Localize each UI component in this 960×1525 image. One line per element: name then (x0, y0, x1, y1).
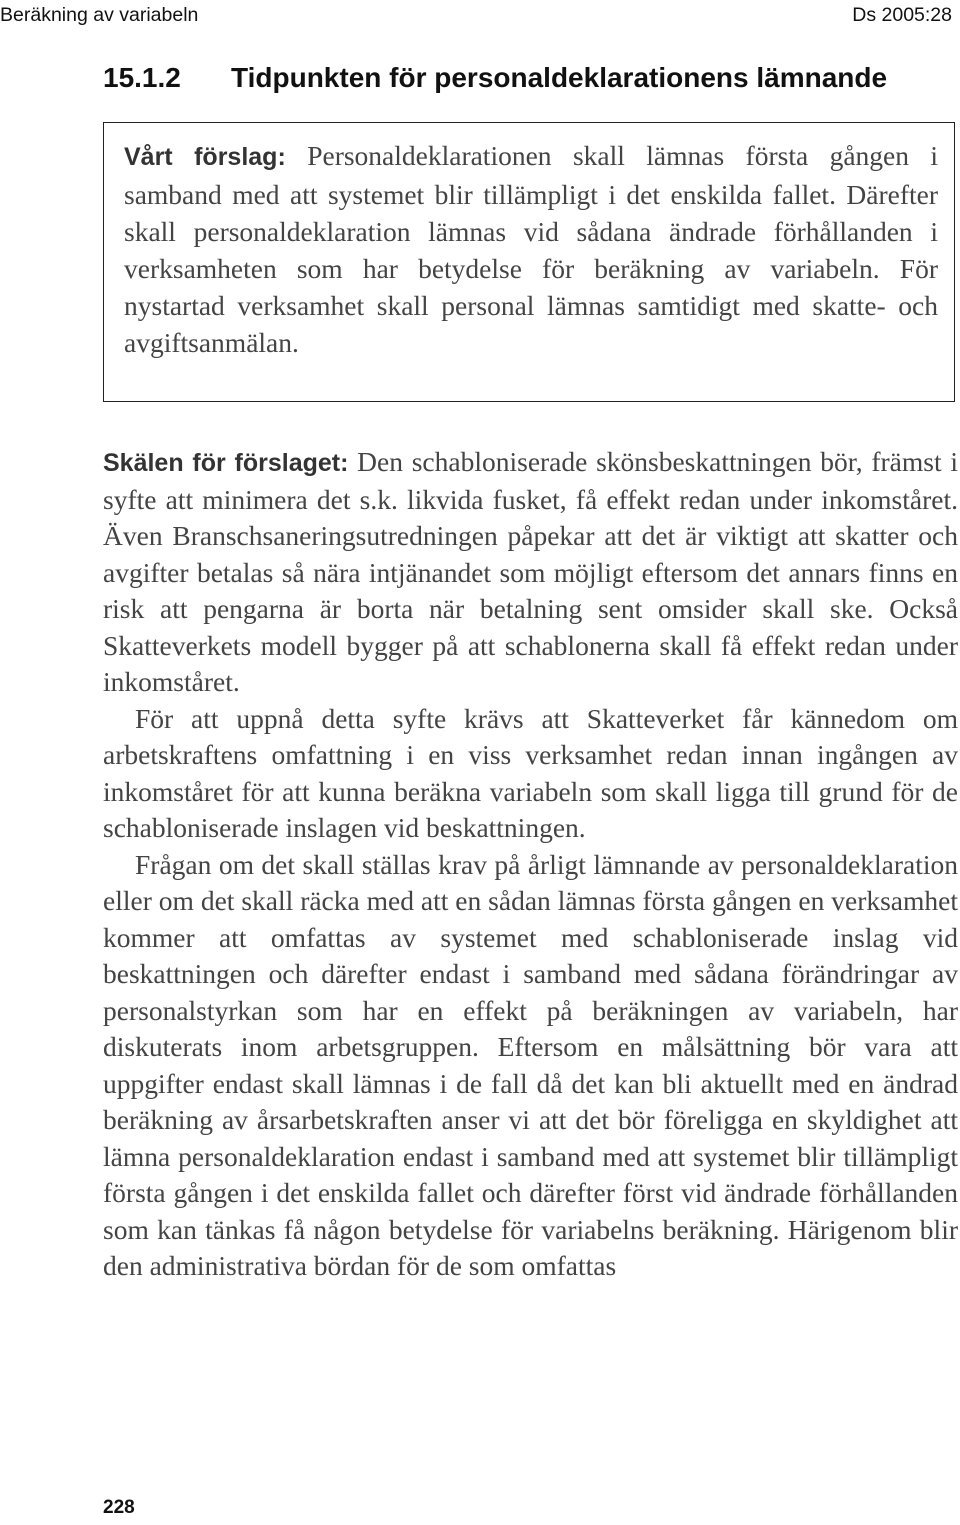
reasons-paragraph (103, 444, 958, 701)
reasons-lead: Skälen för förslaget: (103, 449, 349, 477)
page-number: 228 (103, 1497, 135, 1518)
body-text (103, 444, 958, 1285)
running-header-title: Beräkning av variabeln (0, 4, 199, 26)
paragraph: Frågan om det skall ställas krav på årligt lämnande av personaldeklaration eller om det skall räcka med att en sådan lämnas första gången en verksamhet kommer att omfattas av systemet med schabloniserade inslag vid beskattningen och därefter endast i samband med sådana förändringar av personalstyrkan som har en effekt på beräkningen av variabeln, har diskuterats inom arbetsgruppen. Eftersom en målsättning bör vara att uppgifter endast skall lämnas i de fall då det kan bli aktuellt med en ändrad beräkning av årsarbetskraften anser vi att det bör föreligga en skyldighet att lämna personaldeklaration endast i samband med att systemet blir tillämpligt första gången i det enskilda fallet och därefter först vid ändrade förhållanden som kan tänkas få någon betydelse för variabelns beräkning. Härigenom blir den administrativa bördan för de som omfattas (103, 848, 958, 1281)
proposal-box (103, 122, 955, 402)
section-number: 15.1.2 (103, 62, 181, 93)
running-header (0, 2, 952, 30)
proposal-text: Personaldeklarationen skall lämnas första gången i samband med att systemet blir tillämpligt i det enskilda fallet. Därefter skall personaldeklaration lämnas vid sådana ändrade förhållanden i verksamheten som har betydelse för beräkning av variabeln. För nystartad verksamhet skall personal lämnas samtidigt med skatte- och avgiftsanmälan. (124, 140, 939, 358)
running-header-doc-ref: Ds 2005:28 (852, 4, 952, 26)
proposal-lead: Vårt förslag: (124, 143, 286, 171)
section-heading (103, 62, 887, 94)
reasons-text: Den schabloniserade skönsbeskattningen bör, främst i syfte att minimera det s.k. likvida fusket, få effekt redan under inkomståret. Även Branschsaneringsutredningen påpekar att det är viktigt att skatter och avgifter betalas så nära intjänandet som möjligt eftersom det annars finns en risk att pengarna är borta när betalning sent omsider skall ske. Också Skatteverkets modell bygger på att schablonerna skall få effekt redan under inkomståret. (103, 446, 958, 697)
paragraph: För att uppnå detta syfte krävs att Skatteverket får kännedom om arbetskraftens omfattning i en viss verksamhet redan innan ingången av inkomståret för att kunna beräkna variabeln som skall ligga till grund för de schabloniserade inslagen vid beskattningen. (103, 702, 958, 843)
section-title: Tidpunkten för personaldeklarationens lämnande (231, 62, 888, 93)
